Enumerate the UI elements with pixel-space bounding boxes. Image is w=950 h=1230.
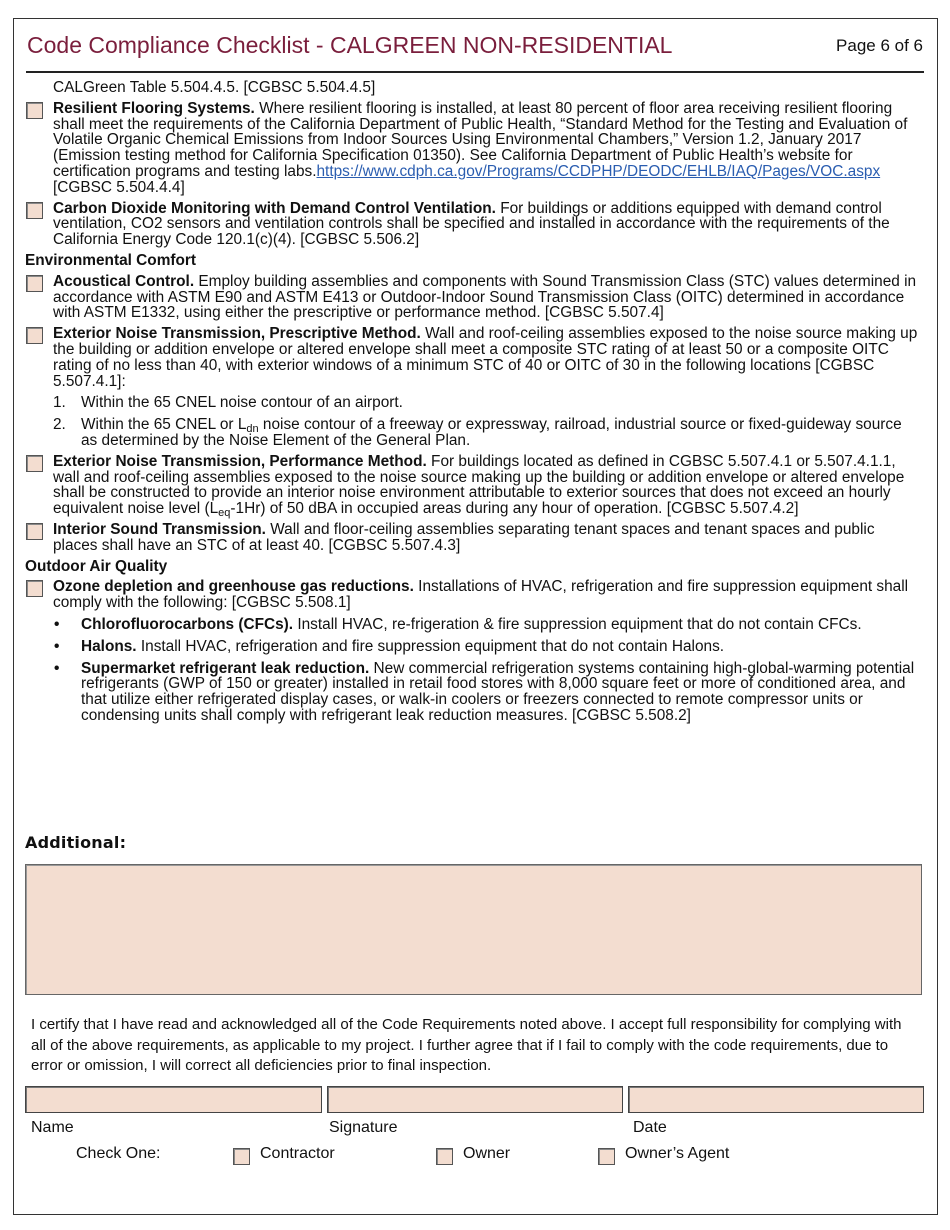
- resilient-flooring-text: Where resilient flooring is installed, at least 80 percent of floor area receiving resilient flooring shall meet the requirements of the California Department of Public Health, “Standard Method for the Testing and Evaluation of Volatile Organic Chemical Emissions from Indoor Sources Using Environmental Chambers,” Version 1.2, January 2017 (Emission testing method for California Specification 01350). See California Department of Public Health’s website for certification programs and testing labs.: [53, 99, 908, 180]
- cdph-voc-link[interactable]: https://www.cdph.ca.gov/Programs/CCDPHP/DEODC/EHLB/IAQ/Pages/VOC.aspx: [316, 162, 881, 180]
- exterior-noise-performance-checkbox[interactable]: [26, 455, 43, 472]
- date-field[interactable]: [628, 1086, 924, 1113]
- list-item: [53, 395, 920, 411]
- bullet-icon: •: [54, 659, 60, 677]
- bullet-title: Halons.: [81, 637, 137, 655]
- exterior-noise-prescriptive-title: Exterior Noise Transmission, Prescriptive Method.: [53, 325, 421, 343]
- resilient-flooring-title: Resilient Flooring Systems.: [53, 99, 255, 117]
- item-acoustical-control: [25, 274, 920, 321]
- continued-text: [25, 80, 920, 96]
- ldn-subscript: dn: [246, 423, 259, 436]
- list-text-post: noise contour of a freeway or expressway, railroad, industrial source or fixed-guideway source as determined by the Noise Element of the General Plan.: [81, 416, 902, 449]
- date-label: Date: [633, 1119, 667, 1136]
- contractor-checkbox[interactable]: [233, 1148, 250, 1165]
- bullet-icon: •: [54, 615, 60, 633]
- bullet-text: New commercial refrigeration systems containing high-global-warming potential refrigerants (GWP of 150 or greater) installed in retail food stores with 8,000 square feet or more of conditioned area, and that utilize either refrigerated display cases, or walk-in coolers or freezers connected to remote compressor units or condensing units shall comply with refrigerant leak reduction measures. [CGBSC 5.508.2]: [81, 659, 915, 724]
- list-number: 1.: [53, 394, 66, 412]
- acoustical-control-text: Employ building assemblies and components with Sound Transmission Class (STC) values determined in accordance with ASTM E90 and ASTM E413 or Outdoor-Indoor Sound Transmission Class (OITC) determined in accordance with ASTM E1332, using either the prescriptive or performance method. [CGBSC 5.507.4]: [53, 272, 917, 322]
- section-outdoor-air-quality: Outdoor Air Quality: [25, 557, 168, 575]
- contractor-label: Contractor: [260, 1145, 335, 1162]
- owner-label: Owner: [463, 1145, 511, 1162]
- co2-monitoring-title: Carbon Dioxide Monitoring with Demand Control Ventilation.: [53, 199, 496, 217]
- list-number: 2.: [53, 416, 66, 434]
- acoustical-control-title: Acoustical Control.: [53, 272, 195, 290]
- exterior-noise-prescriptive-text: Wall and roof-ceiling assemblies exposed to the noise source making up the building or addition envelope or altered envelope shall meet a composite STC rating of at least 50 or a composite OITC rating of no less than 40, with exterior windows of a minimum STC of 40 or OITC of 30 in the following locations [CGBSC 5.507.4.1]:: [53, 325, 918, 390]
- page-title: Code Compliance Checklist - CALGREEN NON-RESIDENTIAL: [27, 32, 673, 58]
- leq-subscript: eq: [218, 507, 231, 520]
- bullet-text: Install HVAC, refrigeration and fire suppression equipment that do not contain Halons.: [140, 637, 725, 655]
- name-label: Name: [31, 1119, 74, 1136]
- section-environmental-comfort: Environmental Comfort: [25, 251, 197, 269]
- item-interior-sound: [25, 522, 920, 554]
- exterior-noise-performance-text-pre: For buildings located as defined in CGBSC 5.507.4.1 or 5.507.4.1.1, wall and roof-ceiling assemblies exposed to the noise source making up the building or addition envelope or altered envelope shall be constructed to provide an interior noise environment attributable to exterior sources that does not exceed an hourly equivalent noise level (L: [53, 452, 905, 518]
- ozone-bullet-list: [53, 617, 920, 724]
- resilient-flooring-checkbox[interactable]: [26, 102, 43, 119]
- owners-agent-label: Owner’s Agent: [625, 1145, 730, 1162]
- item-exterior-noise-prescriptive: [25, 326, 920, 389]
- prescriptive-locations-list: [53, 395, 920, 448]
- name-field[interactable]: [25, 1086, 322, 1113]
- owners-agent-checkbox[interactable]: [598, 1148, 615, 1165]
- resilient-flooring-ref: [CGBSC 5.504.4.4]: [53, 178, 185, 196]
- bullet-icon: •: [54, 637, 60, 655]
- co2-monitoring-text: For buildings or additions equipped with demand control ventilation, CO2 sensors and ventilation controls shall be specified and installed in accordance with the requirements of the California Energy Code 120.1(c)(4). [CGBSC 5.506.2]: [53, 199, 890, 249]
- checklist-content: [25, 80, 920, 724]
- item-resilient-flooring: [25, 101, 920, 196]
- item-ozone-depletion: [25, 579, 920, 611]
- exterior-noise-prescriptive-checkbox[interactable]: [26, 327, 43, 344]
- bullet-title: Chlorofluorocarbons (CFCs).: [81, 615, 294, 633]
- ozone-depletion-title: Ozone depletion and greenhouse gas reductions.: [53, 578, 414, 596]
- interior-sound-checkbox[interactable]: [26, 523, 43, 540]
- additional-label: Additional:: [25, 833, 127, 852]
- list-text: Within the 65 CNEL noise contour of an airport.: [81, 394, 403, 412]
- owner-checkbox[interactable]: [436, 1148, 453, 1165]
- signature-field[interactable]: [327, 1086, 623, 1113]
- co2-monitoring-checkbox[interactable]: [26, 202, 43, 219]
- list-item: [53, 617, 920, 633]
- page-header: [26, 31, 924, 73]
- acoustical-control-checkbox[interactable]: [26, 275, 43, 292]
- list-text-pre: Within the 65 CNEL or L: [81, 416, 247, 434]
- list-item: [53, 639, 920, 655]
- bullet-text: Install HVAC, re-frigeration & fire suppression equipment that do not contain CFCs.: [297, 615, 862, 633]
- check-one-label: Check One:: [76, 1145, 161, 1162]
- exterior-noise-performance-text-post: -1Hr) of 50 dBA in occupied areas during any hour of operation. [CGBSC 5.507.4.2]: [230, 500, 799, 518]
- certification-statement: I certify that I have read and acknowledged all of the Code Requirements noted above. I accept full responsibility for complying with all of the above requirements, as applicable to my project. I further agree that if I fail to comply with the code requirements, due to error or omission, I will correct all deficiencies prior to final inspection.: [31, 1016, 902, 1074]
- list-item: [53, 417, 920, 449]
- signature-label: Signature: [329, 1119, 398, 1136]
- continued-ref: CALGreen Table 5.504.4.5. [CGBSC 5.504.4.5]: [53, 79, 376, 96]
- interior-sound-title: Interior Sound Transmission.: [53, 520, 266, 538]
- ozone-depletion-checkbox[interactable]: [26, 580, 43, 597]
- item-exterior-noise-performance: [25, 452, 920, 520]
- bullet-title: Supermarket refrigerant leak reduction.: [81, 659, 370, 677]
- item-co2-monitoring: [25, 201, 920, 248]
- exterior-noise-performance-title: Exterior Noise Transmission, Performance Method.: [53, 452, 427, 470]
- additional-textarea[interactable]: [25, 864, 922, 995]
- ozone-depletion-text: Installations of HVAC, refrigeration and fire suppression equipment shall comply with the following: [CGBSC 5.508.1]: [53, 578, 909, 612]
- interior-sound-text: Wall and floor-ceiling assemblies separating tenant spaces and tenant spaces and public places shall have an STC of at least 40. [CGBSC 5.507.4.3]: [53, 520, 875, 554]
- page-number: Page 6 of 6: [836, 36, 923, 55]
- list-item: [53, 661, 920, 724]
